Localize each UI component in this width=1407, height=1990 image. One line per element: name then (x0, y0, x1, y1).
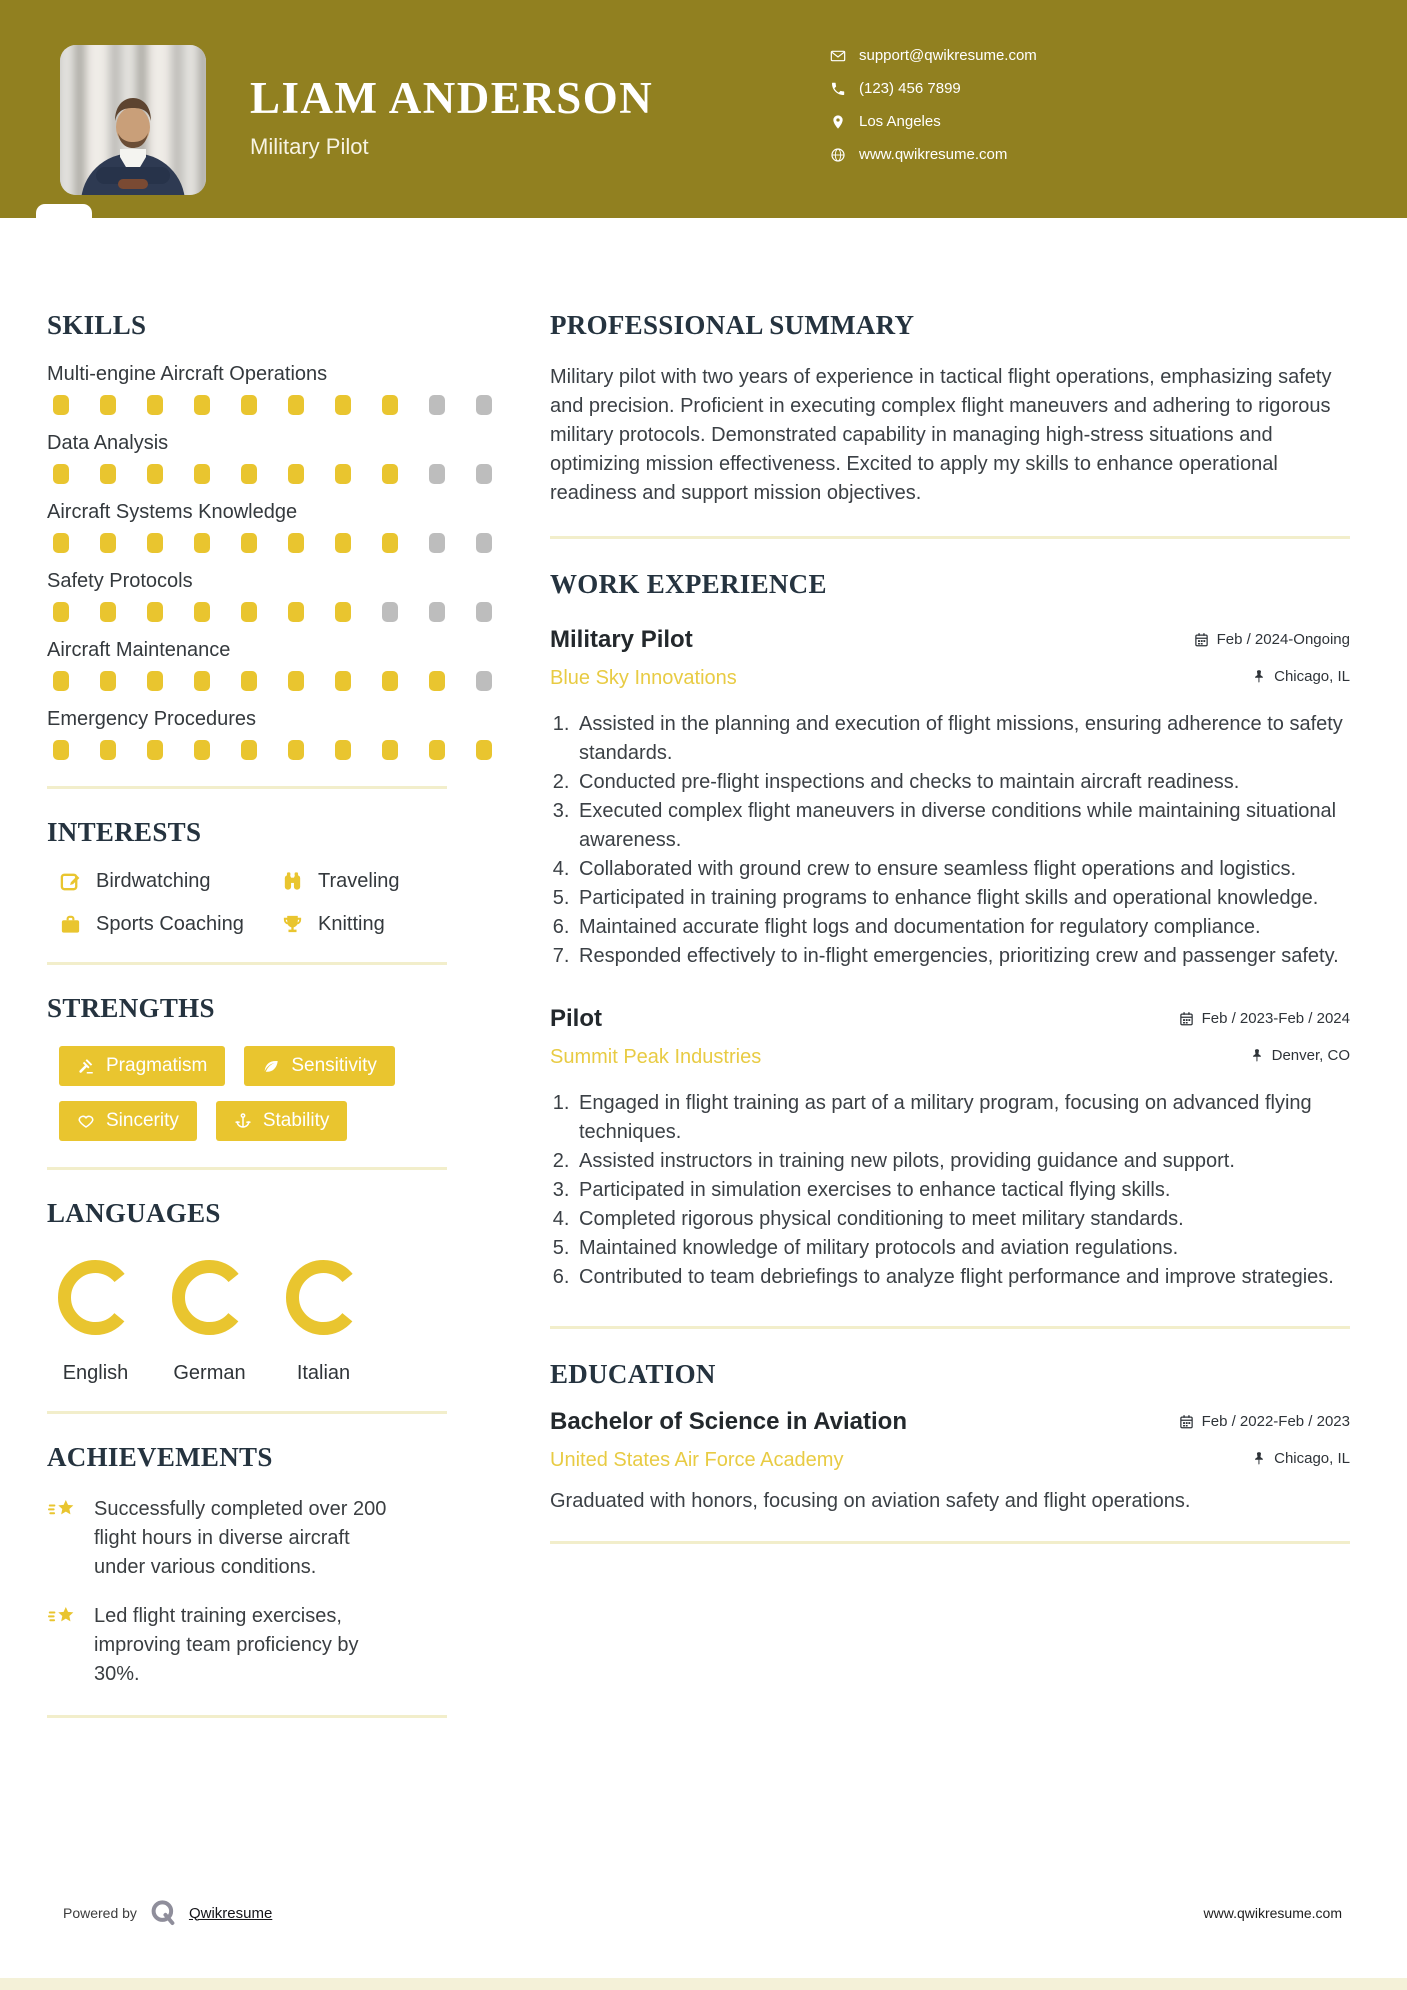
languages-list (57, 1259, 497, 1385)
job-company: Blue Sky Innovations (550, 667, 737, 689)
skill-dot (241, 740, 257, 760)
skill-item (47, 432, 497, 484)
interest-item (281, 870, 497, 893)
skill-dot (476, 602, 492, 622)
job-entry (550, 1005, 1350, 1292)
strength-chip (59, 1046, 225, 1086)
skill-dot (382, 671, 398, 691)
contact-text: www.qwikresume.com (859, 146, 1008, 163)
skill-rating (53, 671, 497, 691)
skill-label: Multi-engine Aircraft Operations (47, 363, 328, 385)
skill-dot (53, 602, 69, 622)
skill-dot (241, 602, 257, 622)
skill-rating (53, 464, 497, 484)
identity-block (250, 73, 654, 160)
section-divider (47, 962, 447, 965)
education-heading: EDUCATION (550, 1359, 716, 1389)
interests-list (59, 870, 497, 936)
footer (63, 1898, 1342, 1928)
skill-dot (241, 464, 257, 484)
skill-dot (335, 533, 351, 553)
skill-dot (382, 740, 398, 760)
skill-dot (382, 602, 398, 622)
language-item (57, 1259, 134, 1385)
job-location: Chicago, IL (1251, 668, 1350, 685)
duty-item: 4. Collaborated with ground crew to ensure seamless flight operations and logistics. (575, 855, 1350, 884)
skill-dot (100, 464, 116, 484)
duty-item: 6. Contributed to team debriefings to analyze flight performance and improve strategies. (575, 1263, 1350, 1292)
skill-dot (476, 533, 492, 553)
summary-heading: PROFESSIONAL SUMMARY (550, 310, 915, 340)
contact-item[interactable] (830, 39, 1037, 72)
contact-text: Los Angeles (859, 113, 941, 130)
contact-text: support@qwikresume.com (859, 47, 1037, 64)
language-item (171, 1259, 248, 1385)
brand-link[interactable]: Qwikresume (188, 1904, 273, 1922)
leaf-icon (262, 1057, 280, 1075)
job-date: Feb / 2023-Feb / 2024 (1179, 1010, 1350, 1027)
skill-dot (100, 740, 116, 760)
skill-dot (147, 533, 163, 553)
star-icon (47, 1602, 78, 1633)
section-divider (47, 786, 447, 789)
work-heading: WORK EXPERIENCE (550, 569, 827, 599)
strength-label: Stability (262, 1110, 330, 1131)
calendar-icon (1179, 1414, 1194, 1429)
duty-item: 5. Maintained knowledge of military protocols and aviation regulations. (575, 1234, 1350, 1263)
binoculars-icon (281, 870, 304, 893)
sidebar (0, 218, 497, 1746)
achievements-heading: ACHIEVEMENTS (47, 1442, 273, 1472)
skill-dot (147, 740, 163, 760)
skills-heading: SKILLS (47, 310, 147, 340)
skill-rating (53, 740, 497, 760)
skill-dot (241, 671, 257, 691)
skills-list (47, 363, 497, 760)
skill-dot (194, 464, 210, 484)
calendar-icon (1194, 632, 1209, 647)
skill-dot (53, 395, 69, 415)
skills-section (47, 310, 497, 760)
contact-item[interactable] (830, 138, 1037, 171)
skill-dot (100, 671, 116, 691)
skill-dot (100, 533, 116, 553)
person-illustration (60, 45, 206, 195)
header-notch (36, 204, 92, 218)
strength-chip (244, 1046, 395, 1086)
strengths-section (47, 993, 497, 1141)
job-location: Denver, CO (1249, 1047, 1350, 1064)
duty-item: 3. Participated in simulation exercises to enhance tactical flying skills. (575, 1176, 1350, 1205)
achievement-text: Led flight training exercises, improving team proficiency by 30%. (94, 1605, 359, 1685)
location-icon (830, 114, 846, 130)
skill-item (47, 363, 497, 415)
skill-dot (147, 671, 163, 691)
skill-label: Aircraft Systems Knowledge (47, 501, 298, 523)
duty-item: 4. Completed rigorous physical conditioning to meet military standards. (575, 1205, 1350, 1234)
skill-dot (288, 533, 304, 553)
skill-dot (147, 464, 163, 484)
skill-dot (335, 740, 351, 760)
skill-dot (194, 740, 210, 760)
section-divider (550, 536, 1350, 539)
summary-text: Military pilot with two years of experience in tactical flight operations, emphasizing safety and precision. Proficient in executing complex flight maneuvers and adhering to rigorous military protocols. Demonstrated capability in managing high-stress situations and optimizing mission effectiveness. Excited to apply my skills to enhance operational readiness and support mission objectives. (550, 366, 1332, 504)
strength-label: Sensitivity (291, 1055, 377, 1076)
languages-section (47, 1198, 497, 1385)
education-degree: Bachelor of Science in Aviation (550, 1408, 907, 1435)
duty-item: 6. Maintained accurate flight logs and documentation for regulatory compliance. (575, 913, 1350, 942)
languages-heading: LANGUAGES (47, 1198, 221, 1228)
skill-dot (335, 395, 351, 415)
pin-icon (1249, 1048, 1264, 1063)
heart-icon (77, 1112, 95, 1130)
duty-item: 5. Participated in training programs to enhance flight skills and operational knowledge. (575, 884, 1350, 913)
skill-dot (288, 671, 304, 691)
person-name: LIAM ANDERSON (250, 73, 654, 123)
achievements-list (47, 1495, 497, 1689)
skill-dot (335, 464, 351, 484)
contact-list (830, 39, 1037, 171)
skill-dot (382, 464, 398, 484)
section-divider (47, 1167, 447, 1170)
skill-item (47, 501, 497, 553)
job-duties (550, 1089, 1350, 1292)
skill-dot (147, 395, 163, 415)
person-job-title: Military Pilot (250, 134, 369, 159)
education-school: United States Air Force Academy (550, 1449, 844, 1471)
interest-label: Traveling (318, 870, 400, 892)
powered-by (63, 1898, 272, 1928)
language-arc (171, 1259, 248, 1336)
education-location: Chicago, IL (1251, 1450, 1350, 1467)
achievements-section (47, 1442, 497, 1689)
skill-dot (53, 464, 69, 484)
skill-dot (476, 464, 492, 484)
job-date: Feb / 2024-Ongoing (1194, 631, 1350, 648)
interest-label: Sports Coaching (96, 913, 244, 935)
job-title: Military Pilot (550, 626, 693, 653)
language-arc (285, 1259, 362, 1336)
skill-dot (194, 395, 210, 415)
duty-item: 7. Responded effectively to in-flight emergencies, prioritizing crew and passenger safety. (575, 942, 1350, 971)
skill-rating (53, 533, 497, 553)
achievement-item (47, 1602, 497, 1689)
powered-by-label: Powered by (63, 1905, 137, 1921)
duty-item: 1. Engaged in flight training as part of a military program, focusing on advanced flying techniques. (575, 1089, 1350, 1147)
interest-label: Birdwatching (96, 870, 211, 892)
content (0, 218, 1407, 1746)
skill-rating (53, 395, 497, 415)
language-arc (57, 1259, 134, 1336)
skill-dot (382, 395, 398, 415)
strengths-heading: STRENGTHS (47, 993, 215, 1023)
skill-dot (476, 740, 492, 760)
contact-item[interactable] (830, 72, 1037, 105)
skill-dot (288, 740, 304, 760)
email-icon (830, 48, 846, 64)
phone-icon (830, 81, 846, 97)
calendar-icon (1179, 1011, 1194, 1026)
skill-dot (53, 671, 69, 691)
skill-dot (288, 602, 304, 622)
interests-heading: INTERESTS (47, 817, 202, 847)
job-company: Summit Peak Industries (550, 1046, 762, 1068)
skill-dot (194, 671, 210, 691)
skill-label: Emergency Procedures (47, 708, 256, 730)
skill-dot (335, 671, 351, 691)
briefcase-icon (59, 913, 82, 936)
work-section (550, 569, 1350, 1292)
job-title: Pilot (550, 1005, 602, 1032)
strength-label: Sincerity (106, 1110, 179, 1131)
skill-dot (476, 395, 492, 415)
skill-item (47, 639, 497, 691)
job-duties (550, 710, 1350, 971)
trophy-icon (281, 913, 304, 936)
skill-dot (241, 395, 257, 415)
skill-item (47, 708, 497, 760)
skill-label: Safety Protocols (47, 570, 193, 592)
contact-item[interactable] (830, 105, 1037, 138)
skill-label: Aircraft Maintenance (47, 639, 231, 661)
skill-dot (382, 533, 398, 553)
pin-icon (1251, 1451, 1266, 1466)
skill-dot (288, 395, 304, 415)
profile-photo (60, 45, 206, 195)
section-divider (47, 1411, 447, 1414)
skill-dot (147, 602, 163, 622)
strength-chip (216, 1101, 348, 1141)
interests-section (47, 817, 497, 936)
star-icon (47, 1495, 78, 1526)
skill-label: Data Analysis (47, 432, 169, 454)
interest-label: Knitting (318, 913, 385, 935)
section-divider (550, 1541, 1350, 1544)
skill-dot (429, 464, 445, 484)
anchor-icon (234, 1112, 252, 1130)
language-label: Italian (296, 1362, 351, 1384)
duty-item: 3. Executed complex flight maneuvers in diverse conditions while maintaining situational awareness. (575, 797, 1350, 855)
skill-dot (194, 533, 210, 553)
gavel-icon (77, 1057, 95, 1075)
duty-item: 2. Assisted instructors in training new pilots, providing guidance and support. (575, 1147, 1350, 1176)
job-entry (550, 626, 1350, 971)
skill-dot (288, 464, 304, 484)
language-label: English (62, 1362, 129, 1384)
site-url[interactable]: www.qwikresume.com (1203, 1905, 1342, 1921)
pin-icon (1251, 669, 1266, 684)
skill-dot (429, 602, 445, 622)
skill-dot (241, 533, 257, 553)
skill-dot (335, 602, 351, 622)
strengths-list (59, 1046, 469, 1141)
skill-dot (476, 671, 492, 691)
bottom-strip (0, 1978, 1407, 1990)
skill-dot (53, 740, 69, 760)
interest-item (281, 913, 497, 936)
header (0, 0, 1407, 218)
skill-dot (429, 671, 445, 691)
achievement-item (47, 1495, 497, 1582)
achievement-text: Successfully completed over 200 flight hours in diverse aircraft under various conditions. (94, 1498, 387, 1578)
edit-icon (59, 870, 82, 893)
duty-item: 1. Assisted in the planning and execution of flight missions, ensuring adherence to safety standards. (575, 710, 1350, 768)
skill-dot (429, 533, 445, 553)
main-column (550, 218, 1350, 1746)
strength-label: Pragmatism (106, 1055, 208, 1076)
skill-item (47, 570, 497, 622)
duty-item: 2. Conducted pre-flight inspections and checks to maintain aircraft readiness. (575, 768, 1350, 797)
education-note: Graduated with honors, focusing on aviation safety and flight operations. (550, 1490, 1191, 1512)
summary-section (550, 310, 1350, 508)
strength-chip (59, 1101, 197, 1141)
interest-item (59, 913, 281, 936)
language-label: German (173, 1362, 246, 1384)
globe-icon (830, 147, 846, 163)
skill-dot (100, 602, 116, 622)
contact-text: (123) 456 7899 (859, 80, 961, 97)
section-divider (550, 1326, 1350, 1329)
skill-dot (429, 740, 445, 760)
language-item (285, 1259, 362, 1385)
skill-dot (194, 602, 210, 622)
education-section (550, 1359, 1350, 1513)
interest-item (59, 870, 281, 893)
skill-rating (53, 602, 497, 622)
skill-dot (100, 395, 116, 415)
section-divider (47, 1715, 447, 1718)
skill-dot (53, 533, 69, 553)
q-logo-icon (148, 1898, 178, 1928)
skill-dot (429, 395, 445, 415)
education-date: Feb / 2022-Feb / 2023 (1179, 1413, 1350, 1430)
